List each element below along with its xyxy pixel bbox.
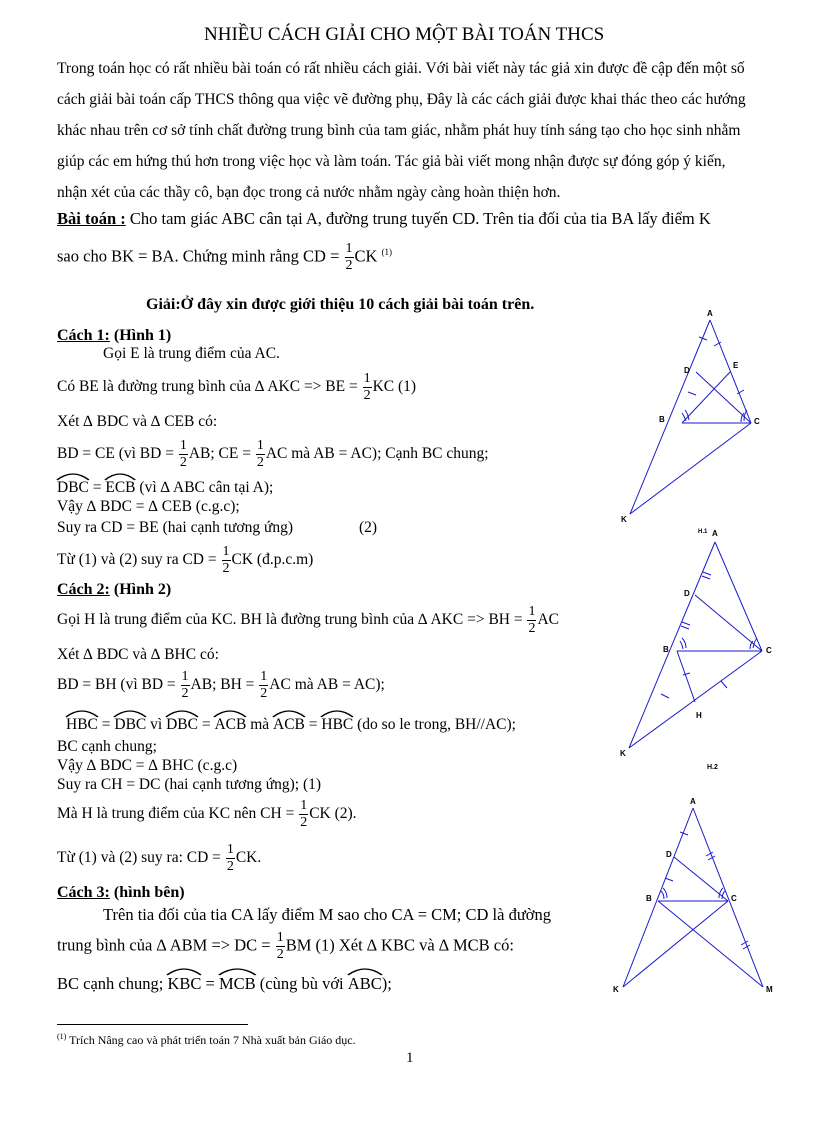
figure-3 [610, 795, 780, 1000]
intro-line-2: cách giải bài toán cấp THCS thông qua việc vẽ đường phụ, Đây là các cách giải được khai thác theo các hướng [57, 91, 746, 108]
m2-line-8: Mà H là trung điểm của KC nên CH = $\frac{1}{2}$ CK (2). [57, 798, 357, 830]
intro-line-4: giúp các em hứng thú hơn trong việc học và làm toán. Tác giả bài viết mong nhận được sự đóng góp ý kiến, [57, 153, 726, 170]
intro-line-5: nhận xét của các thầy cô, bạn đọc trong cả nước nhằm ngày càng hoàn thiện hơn. [57, 184, 561, 201]
fig2-caption-top: H.1 [698, 529, 708, 535]
page-number: 1 [406, 1050, 414, 1066]
fig1-E: E [733, 361, 739, 370]
fig3-B: B [646, 894, 652, 903]
footnote-ref: (1) [381, 246, 393, 257]
method-2-label: Cách 2: [57, 581, 110, 598]
m2-line-1: Gọi H là trung điểm của KC. BH là đường trung bình của ∆ AKC => BH = $\frac{1}{2}$ AC [57, 604, 560, 636]
method-1-heading [57, 327, 171, 345]
m1-line-3: Xét ∆ BDC và ∆ CEB có: [57, 413, 218, 430]
fig3-A: A [690, 797, 696, 806]
fig1-B: B [659, 415, 665, 424]
fig1-D: D [684, 366, 690, 375]
intro-line-1: Trong toán học có rất nhiều bài toán có rất nhiều cách giải. Với bài viết này tác giả xin được đề cập đến một số [57, 60, 745, 77]
m1-line-7: Suy ra CD = BE (hai cạnh tương ứng) [57, 519, 294, 536]
solution-heading: Giải:Ở đây xin được giới thiệu 10 cách giải bài toán trên. [146, 296, 535, 313]
m2-line-7: Suy ra CH = DC (hai cạnh tương ứng); (1) [57, 776, 322, 793]
m3-line-3: BC cạnh chung; KBC = MCB (cùng bù với ABC); [57, 974, 392, 994]
fig3-C: C [731, 894, 737, 903]
m1-line-5: DBC = ECB (vì ∆ ABC cân tại A); [57, 479, 273, 497]
m2-line-6: Vậy ∆ BDC = ∆ BHC (c.g.c) [57, 757, 238, 774]
m1-line-6: Vậy ∆ BDC = ∆ CEB (c.g.c); [57, 498, 240, 515]
problem-tail: CK [354, 246, 378, 266]
m1-line-1: Gọi E là trung điểm của AC. [103, 345, 280, 362]
m2-line-2: Xét ∆ BDC và ∆ BHC có: [57, 646, 219, 663]
fraction: $\frac{1}{2}$ [345, 241, 353, 273]
m3-line-1: Trên tia đối của tia CA lấy điểm M sao cho CA = CM; CD là đường [103, 905, 552, 924]
fig1-K: K [621, 515, 627, 524]
problem-line-1 [57, 209, 711, 229]
fig2-H: H [696, 711, 702, 720]
fig2-A: A [712, 529, 718, 538]
figure-2 [620, 530, 770, 760]
fig2-K: K [620, 749, 626, 758]
m1-line-4: BD = CE (vì BD = $\frac{1}{2}$ AB; CE = $\frac{1}{2}$ AC mà AB = AC); Cạnh BC chung; [57, 438, 489, 470]
fig1-A: A [707, 309, 713, 318]
fig2-C: C [766, 646, 772, 655]
method-2-figure-ref: (Hình 2) [113, 581, 172, 598]
m1-line-2: Có BE là đường trung bình của ∆ AKC => BE = $\frac{1}{2}$ KC (1) [57, 371, 417, 403]
m2-line-4: HBC = DBC vì DBC = ACB mà ACB = HBC (do so le trong, BH//AC); [66, 716, 516, 734]
intro-line-3: khác nhau trên cơ sở tính chất đường trung bình của tam giác, nhằm phát huy tính sáng tạo cho học sinh nhằm [57, 122, 741, 139]
problem-text-1: Cho tam giác ABC cân tại A, đường trung tuyến CD. Trên tia đối của tia BA lấy điểm K [129, 209, 711, 228]
fig1-C: C [754, 417, 760, 426]
fig2-D: D [684, 589, 690, 598]
m1-line-7-ref: (2) [359, 519, 378, 536]
fig2-caption: H.2 [707, 764, 718, 771]
method-1-label: Cách 1: [57, 327, 110, 344]
method-3-label: Cách 3: [57, 884, 110, 901]
method-1-figure-ref: (Hình 1) [113, 327, 172, 344]
footnote-rule [57, 1024, 248, 1025]
page-title: NHIỀU CÁCH GIẢI CHO MỘT BÀI TOÁN THCS [204, 24, 605, 45]
fig3-D: D [666, 850, 672, 859]
method-3-figure-ref: (hình bên) [113, 884, 185, 901]
figure-1 [620, 310, 770, 530]
m2-line-3: BD = BH (vì BD = $\frac{1}{2}$ AB; BH = $\frac{1}{2}$ AC mà AB = AC); [57, 669, 385, 701]
m2-line-9: Từ (1) và (2) suy ra: CD = $\frac{1}{2}$ CK. [57, 842, 262, 874]
fig2-B: B [663, 645, 669, 654]
problem-line-2 [57, 242, 392, 273]
m1-line-8: Từ (1) và (2) suy ra CD = $\frac{1}{2}$ CK (đ.p.c.m) [57, 544, 314, 576]
problem-text-2: sao cho BK = BA. Chứng minh rằng CD = [57, 246, 340, 266]
problem-label: Bài toán : [57, 209, 126, 228]
fig3-K: K [613, 985, 619, 994]
m3-line-2: trung bình của ∆ ABM => DC = $\frac{1}{2}$ BM (1) Xét ∆ KBC và ∆ MCB có: [57, 930, 514, 962]
method-2-heading [57, 581, 171, 599]
footnote: $^{(1)}$ Trích Nâng cao và phát triển toán 7 Nhà xuất bản Giáo dục. [57, 1032, 356, 1047]
fig3-M: M [766, 985, 773, 994]
method-3-heading [57, 884, 185, 902]
m2-line-5: BC cạnh chung; [57, 738, 157, 755]
